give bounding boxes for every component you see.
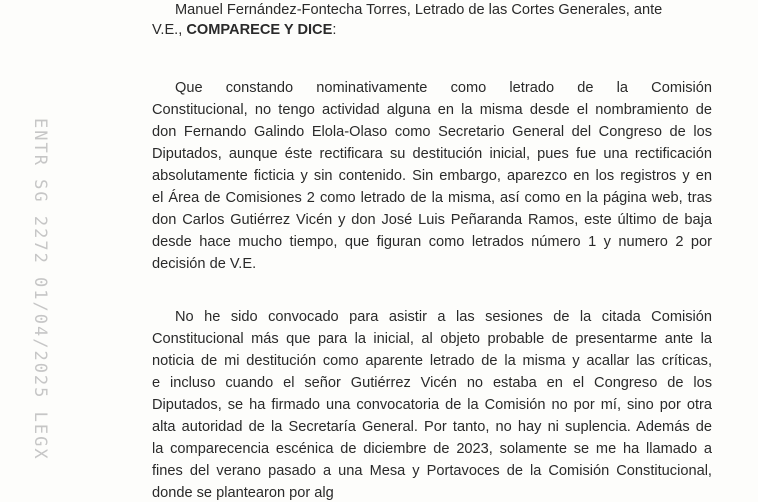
intro-prefix: V.E., bbox=[152, 22, 187, 38]
paragraph-line: la comparecencia escénica de diciembre de 2023, solamente se me ha llamado a bbox=[152, 441, 712, 457]
paragraph-line: don Fernando Galindo Elola-Olaso como Secretario General del Congreso de los bbox=[152, 124, 712, 140]
paragraph-line: noticia de mi destitución como aparente letrado de la misma y acallar las críticas, bbox=[152, 353, 712, 369]
paragraph-line: Diputados, se ha firmado una convocatoria de la Comisión no por mí, sino por otra bbox=[152, 397, 712, 413]
intro-suffix: : bbox=[332, 22, 337, 38]
paragraph-line: alta autoridad de la Secretaría General. Por tanto, no hay ni suplencia. Además de bbox=[152, 419, 712, 435]
paragraph-line: Constitucional, no tengo actividad alguna en la misma desde el nombramiento de bbox=[152, 102, 712, 118]
paragraph-line: donde se plantearon por alg bbox=[152, 485, 334, 501]
paragraph-line: Constitucional más que para la inicial, al objeto probable de presentarme ante la bbox=[152, 331, 712, 347]
paragraph-line: Diputados, aunque éste rectificara su destitución inicial, pues fue una rectificación bbox=[152, 146, 712, 162]
intro-line-2 bbox=[152, 21, 712, 39]
paragraph-line: el Área de Comisiones 2 como letrado de la misma, así como en la página web, tras bbox=[152, 190, 712, 206]
paragraph-line: fines del verano pasado a una Mesa y Portavoces de la Comisión Constitucional, bbox=[152, 463, 712, 479]
paragraph-line: desde hace mucho tiempo, que figuran como letrados número 1 y numero 2 por bbox=[152, 234, 712, 250]
paragraph-line: absolutamente ficticia y sin contenido. Sin embargo, aparezco en los registros y en bbox=[152, 168, 712, 184]
paragraph-line: decisión de V.E. bbox=[152, 256, 257, 272]
paragraph-line: don Carlos Gutiérrez Vicén y don José Luis Peñaranda Ramos, este último de baja bbox=[152, 212, 712, 228]
paragraph-line: Que constando nominativamente como letrado de la Comisión bbox=[175, 80, 712, 96]
intro-heading: COMPARECE Y DICE bbox=[186, 22, 333, 38]
paragraph-line: No he sido convocado para asistir a las sesiones de la citada Comisión bbox=[175, 309, 712, 325]
paragraph-line: e incluso cuando el señor Gutiérrez Vicén no estaba en el Congreso de los bbox=[152, 375, 712, 391]
registry-stamp: ENTR SG 2272 01/04/2025 LEGX bbox=[30, 118, 50, 461]
intro-line-1: Manuel Fernández-Fontecha Torres, Letrado de las Cortes Generales, ante bbox=[175, 2, 663, 18]
